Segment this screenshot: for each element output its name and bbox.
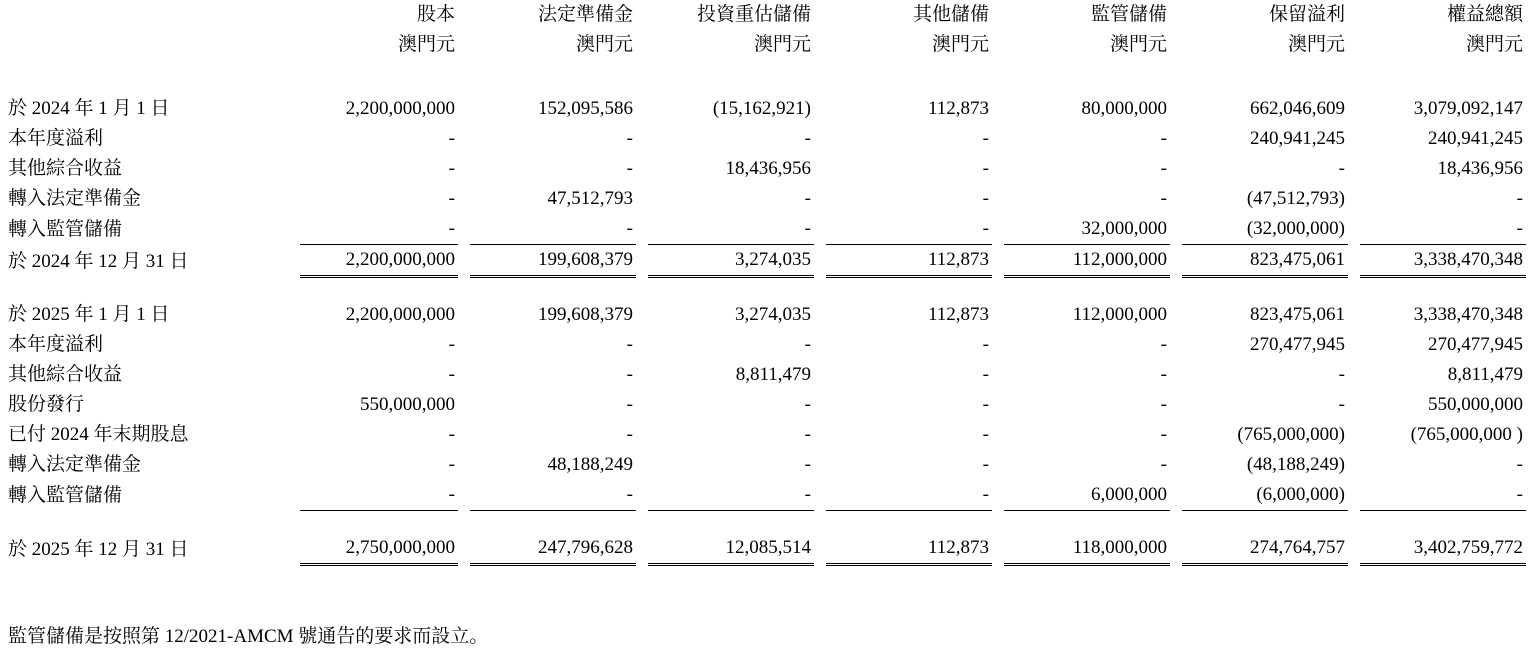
table-cell: - — [458, 480, 636, 511]
header-unit-blank — [8, 30, 288, 60]
table-cell: 3,338,470,348 — [1348, 245, 1526, 278]
table-cell: - — [1516, 454, 1523, 475]
table-cell: - — [814, 480, 992, 511]
table-row — [8, 390, 1526, 420]
spacer-row — [8, 511, 1526, 533]
row-label: 本年度溢利 — [8, 128, 104, 149]
table-cell: 550,000,000 — [1428, 394, 1523, 415]
table-cell: - — [1338, 394, 1345, 415]
table-cell: - — [1338, 158, 1345, 179]
table-cell: 3,338,470,348 — [1413, 304, 1523, 325]
table-cell: (6,000,000) — [1170, 480, 1348, 511]
table-cell: - — [288, 214, 458, 245]
equity-table — [8, 0, 1526, 566]
table-cell: 118,000,000 — [992, 533, 1170, 566]
table-cell: 8,811,479 — [735, 364, 811, 385]
table-cell: (765,000,000 ) — [1410, 424, 1523, 445]
table-cell: 152,095,586 — [538, 98, 633, 119]
row-label: 於 2025 年 1 月 1 日 — [8, 304, 170, 325]
table-cell: - — [804, 454, 811, 475]
footnote: 監管儲備是按照第 12/2021-AMCM 號通告的要求而設立。 — [8, 626, 489, 647]
col-header-statutory-reserve: 法定準備金 — [537, 4, 633, 25]
table-cell: - — [1348, 480, 1526, 511]
row-label: 其他綜合收益 — [8, 158, 123, 179]
table-cell: 112,873 — [814, 245, 992, 278]
table-cell: - — [1160, 454, 1167, 475]
table-cell: - — [982, 158, 989, 179]
table-cell: - — [1338, 364, 1345, 385]
table-cell: 2,750,000,000 — [288, 533, 458, 566]
table-cell: 274,764,757 — [1170, 533, 1348, 566]
header-label-blank — [8, 0, 288, 30]
row-label: 已付 2024 年末期股息 — [8, 424, 189, 445]
table-cell: - — [636, 480, 814, 511]
table-cell: 18,436,956 — [725, 158, 811, 179]
table-cell: - — [626, 424, 633, 445]
table-row — [8, 154, 1526, 184]
table-row — [8, 124, 1526, 154]
table-cell: 270,477,945 — [1250, 334, 1345, 355]
table-cell: - — [804, 334, 811, 355]
table-cell: - — [982, 128, 989, 149]
table-cell: 3,274,035 — [735, 304, 811, 325]
table-cell: 32,000,000 — [992, 214, 1170, 245]
table-cell: 199,608,379 — [538, 304, 633, 325]
table-cell: - — [982, 188, 989, 209]
table-cell: - — [626, 364, 633, 385]
row-label: 於 2024 年 1 月 1 日 — [8, 98, 170, 119]
table-cell: - — [448, 454, 455, 475]
table-row — [8, 420, 1526, 450]
table-cell: 240,941,245 — [1428, 128, 1523, 149]
table-cell: 247,796,628 — [458, 533, 636, 566]
unit-label: 澳門元 — [931, 34, 989, 55]
table-cell: (32,000,000) — [1170, 214, 1348, 245]
table-cell: - — [288, 480, 458, 511]
unit-label: 澳門元 — [575, 34, 633, 55]
table-cell: 3,079,092,147 — [1413, 98, 1523, 119]
table-cell: - — [636, 214, 814, 245]
table-cell: - — [1160, 334, 1167, 355]
table-cell: - — [626, 334, 633, 355]
row-label: 於 2025 年 12 月 31 日 — [8, 538, 189, 560]
table-cell: 112,000,000 — [1072, 304, 1167, 325]
table-cell: (15,162,921) — [712, 98, 811, 119]
table-cell: 662,046,609 — [1250, 98, 1345, 119]
table-cell: - — [1160, 128, 1167, 149]
table-cell: 6,000,000 — [992, 480, 1170, 511]
table-row — [8, 330, 1526, 360]
table-cell: - — [982, 364, 989, 385]
table-row — [8, 360, 1526, 390]
col-header-retained-earnings: 保留溢利 — [1268, 4, 1345, 25]
table-cell: - — [626, 158, 633, 179]
spacer-row — [8, 60, 1526, 94]
table-cell: - — [1160, 394, 1167, 415]
table-cell: 47,512,793 — [547, 188, 633, 209]
table-cell: - — [1348, 214, 1526, 245]
table-cell: - — [448, 188, 455, 209]
table-cell: 80,000,000 — [1081, 98, 1167, 119]
col-header-total-equity: 權益總額 — [1446, 4, 1523, 25]
table-cell: 18,436,956 — [1437, 158, 1523, 179]
table-cell: 112,873 — [927, 304, 989, 325]
table-cell: - — [1160, 188, 1167, 209]
unit-label: 澳門元 — [753, 34, 811, 55]
table-cell: - — [804, 128, 811, 149]
table-cell: - — [626, 128, 633, 149]
table-cell: 199,608,379 — [458, 245, 636, 278]
col-header-other-reserve: 其他儲備 — [912, 4, 989, 25]
header-title-row — [8, 0, 1526, 30]
table-cell: - — [1160, 364, 1167, 385]
table-cell: 550,000,000 — [360, 394, 455, 415]
table-cell: - — [804, 394, 811, 415]
table-cell: 2,200,000,000 — [345, 304, 455, 325]
table-cell: 823,475,061 — [1170, 245, 1348, 278]
col-header-revaluation-reserve: 投資重估儲備 — [696, 4, 811, 25]
table-cell: - — [804, 424, 811, 445]
table-row — [8, 450, 1526, 480]
table-cell: - — [814, 214, 992, 245]
table-cell: - — [804, 188, 811, 209]
table-row — [8, 480, 1526, 511]
row-label: 轉入法定準備金 — [8, 188, 142, 209]
table-cell: (48,188,249) — [1246, 454, 1345, 475]
table-cell: - — [626, 394, 633, 415]
table-cell: - — [448, 424, 455, 445]
table-cell: 270,477,945 — [1428, 334, 1523, 355]
table-cell: - — [1516, 188, 1523, 209]
unit-label: 澳門元 — [397, 34, 455, 55]
table-row-closing-2024 — [8, 245, 1526, 278]
row-label: 於 2024 年 12 月 31 日 — [8, 250, 189, 272]
table-cell: - — [1160, 424, 1167, 445]
row-label: 股份發行 — [8, 394, 85, 415]
table-cell: 48,188,249 — [547, 454, 633, 475]
unit-label: 澳門元 — [1287, 34, 1345, 55]
table-cell: - — [982, 334, 989, 355]
table-cell: - — [448, 364, 455, 385]
table-cell: 240,941,245 — [1250, 128, 1345, 149]
table-row — [8, 214, 1526, 245]
table-cell: 112,873 — [814, 533, 992, 566]
table-cell: 823,475,061 — [1250, 304, 1345, 325]
unit-label: 澳門元 — [1465, 34, 1523, 55]
row-label: 其他綜合收益 — [8, 364, 123, 385]
table-cell: 2,200,000,000 — [288, 245, 458, 278]
row-label: 轉入法定準備金 — [8, 454, 142, 475]
table-row — [8, 184, 1526, 214]
table-row-opening-2024 — [8, 94, 1526, 124]
table-cell: 112,000,000 — [992, 245, 1170, 278]
table-cell: 12,085,514 — [636, 533, 814, 566]
table-cell: 112,873 — [927, 98, 989, 119]
table-row-opening-2025 — [8, 300, 1526, 330]
table-cell: 3,274,035 — [636, 245, 814, 278]
table-cell: - — [982, 394, 989, 415]
table-cell: 3,402,759,772 — [1348, 533, 1526, 566]
row-label: 轉入監管儲備 — [8, 484, 123, 506]
table-cell: - — [982, 424, 989, 445]
table-cell: - — [448, 158, 455, 179]
table-cell: 8,811,479 — [1447, 364, 1523, 385]
table-cell: - — [458, 214, 636, 245]
table-row-closing-2025 — [8, 533, 1526, 566]
table-cell: - — [1160, 158, 1167, 179]
table-cell: (47,512,793) — [1246, 188, 1345, 209]
table-cell: (765,000,000) — [1237, 424, 1345, 445]
table-cell: - — [982, 454, 989, 475]
col-header-regulatory-reserve: 監管儲備 — [1090, 4, 1167, 25]
table-cell: 2,200,000,000 — [345, 98, 455, 119]
table-cell: - — [448, 334, 455, 355]
header-unit-row — [8, 30, 1526, 60]
spacer-row — [8, 278, 1526, 300]
row-label: 轉入監管儲備 — [8, 218, 123, 240]
row-label: 本年度溢利 — [8, 334, 104, 355]
unit-label: 澳門元 — [1109, 34, 1167, 55]
table-cell: - — [448, 128, 455, 149]
col-header-share-capital: 股本 — [416, 4, 455, 25]
